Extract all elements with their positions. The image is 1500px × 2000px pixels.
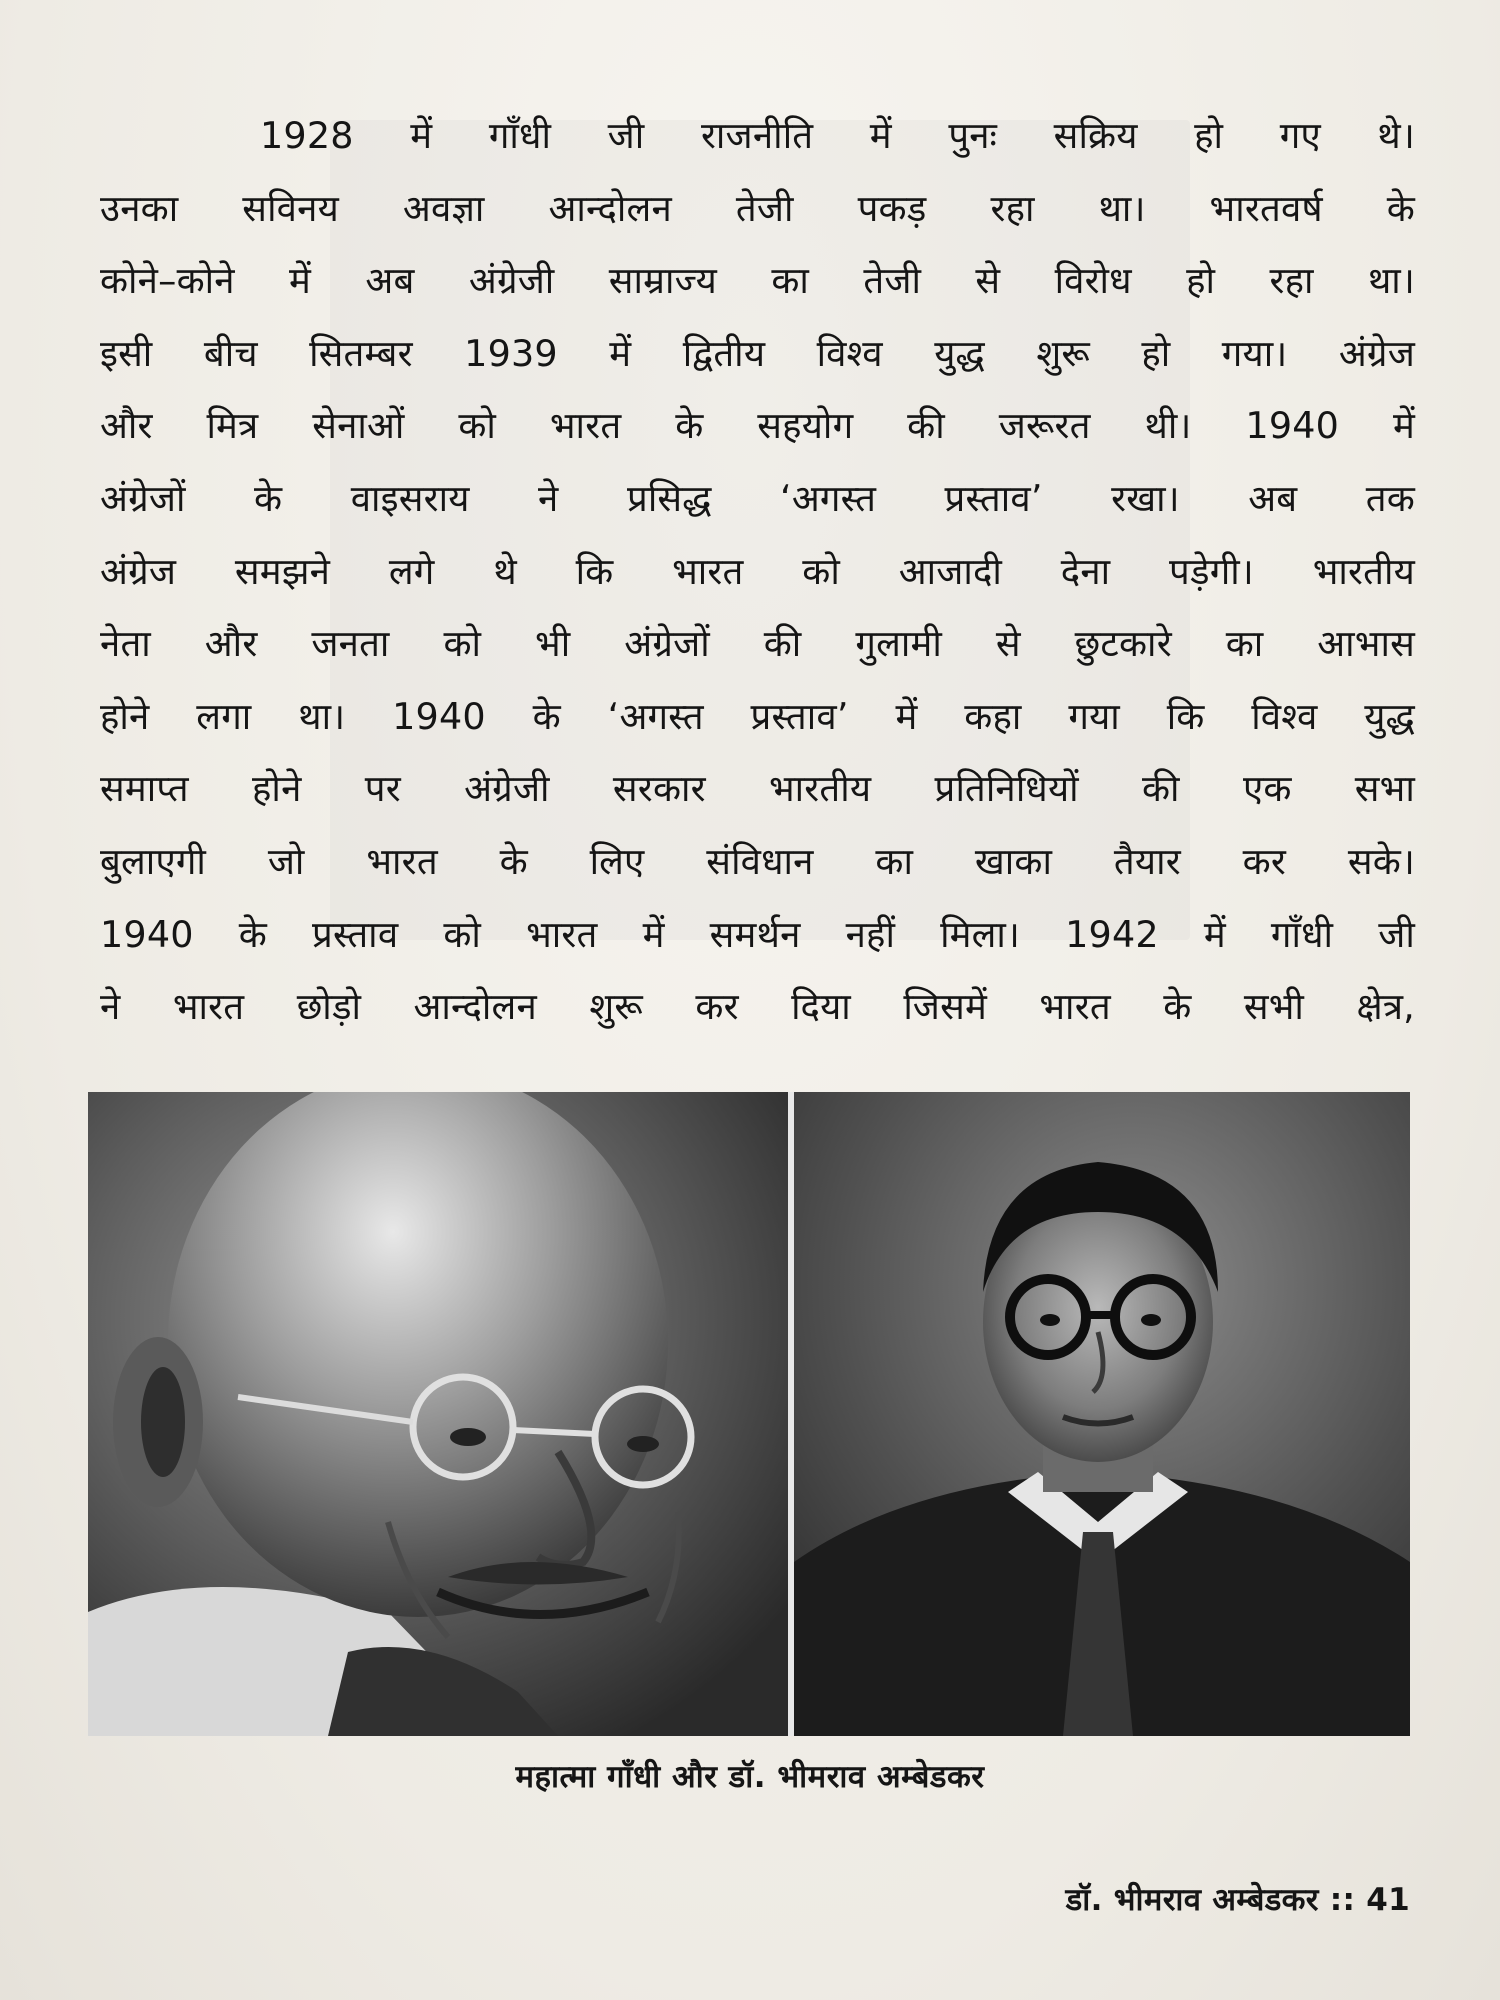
body-line: समाप्त होने पर अंग्रेजी सरकार भारतीय प्रतिनिधियों की एक सभा (100, 767, 1415, 811)
body-line: ने भारत छोड़ो आन्दोलन शुरू कर दिया जिसमें भारत के सभी क्षेत्र, (100, 985, 1415, 1029)
body-line: इसी बीच सितम्बर 1939 में द्वितीय विश्व युद्ध शुरू हो गया। अंग्रेज (100, 331, 1415, 375)
body-line: उनका सविनय अवज्ञा आन्दोलन तेजी पकड़ रहा था। भारतवर्ष के (100, 186, 1415, 230)
body-line: अंग्रेजों के वाइसराय ने प्रसिद्ध ‘अगस्त प्रस्ताव’ रखा। अब तक (100, 476, 1415, 520)
page-footer: डॉ. भीमराव अम्बेडकर :: 41 (1065, 1882, 1410, 1918)
body-line: होने लगा था। 1940 के ‘अगस्त प्रस्ताव’ में कहा गया कि विश्व युद्ध (100, 694, 1415, 738)
photo-caption: महात्मा गाँधी और डॉ. भीमराव अम्बेडकर (515, 1759, 985, 1795)
body-line: कोने–कोने में अब अंग्रेजी साम्राज्य का तेजी से विरोध हो रहा था। (100, 259, 1415, 303)
body-line: और मित्र सेनाओं को भारत के सहयोग की जरूरत थी। 1940 में (100, 404, 1415, 448)
body-line: 1928 में गाँधी जी राजनीति में पुनः सक्रिय हो गए थे। (260, 114, 1415, 157)
body-line: 1940 के प्रस्ताव को भारत में समर्थन नहीं मिला। 1942 में गाँधी जी (100, 912, 1415, 956)
body-line: बुलाएगी जो भारत के लिए संविधान का खाका तैयार कर सके। (100, 839, 1415, 883)
body-text (100, 100, 1415, 1044)
body-line: अंग्रेज समझने लगे थे कि भारत को आजादी देना पड़ेगी। भारतीय (100, 549, 1415, 593)
gandhi-portrait (88, 1092, 788, 1736)
body-line: नेता और जनता को भी अंग्रेजों की गुलामी से छुटकारे का आभास (100, 622, 1415, 666)
photo-gandhi-ambedkar (88, 1092, 1410, 1736)
ambedkar-portrait (794, 1092, 1410, 1736)
